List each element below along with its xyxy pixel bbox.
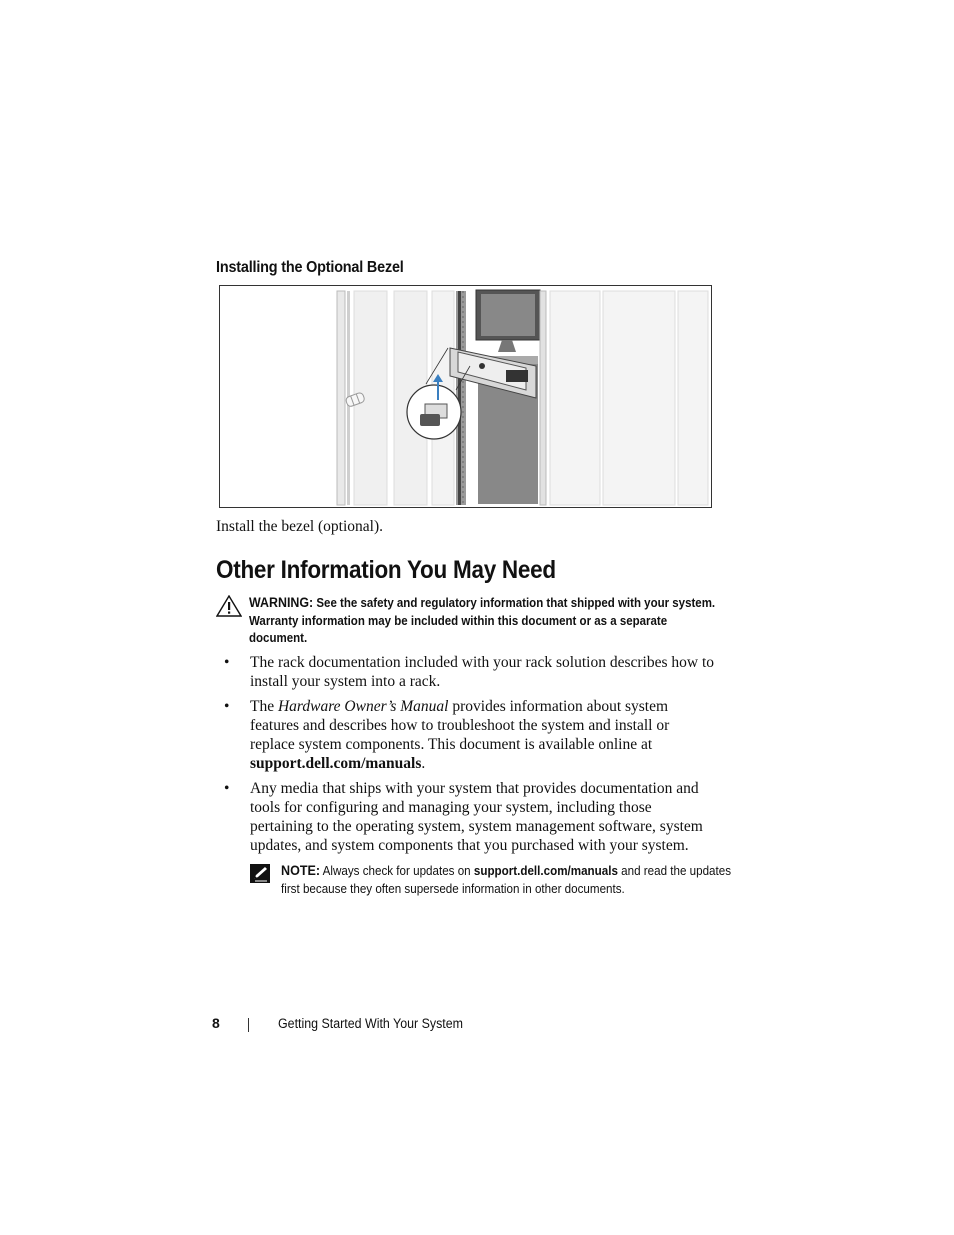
warning-label: WARNING: bbox=[249, 595, 314, 610]
manual-title: Hardware Owner’s Manual bbox=[277, 698, 449, 715]
warning-callout bbox=[216, 594, 716, 648]
figure-caption: Install the bezel (optional). bbox=[216, 518, 383, 535]
list-item bbox=[216, 697, 716, 773]
bullet-glyph: • bbox=[224, 698, 230, 715]
support-link[interactable]: support.dell.com/manuals bbox=[250, 755, 422, 772]
note-pencil-icon bbox=[250, 864, 272, 889]
list-item-prefix: The bbox=[250, 698, 278, 715]
list-item-text: The rack documentation included with your rack solution describes how to install your system into a rack. bbox=[250, 654, 715, 690]
note-callout bbox=[250, 862, 732, 898]
note-label: NOTE: bbox=[281, 863, 321, 878]
section-heading: Other Information You May Need bbox=[216, 556, 556, 584]
list-item-text: provides information about system features and describes how to troubleshoot the system and install or replace system components. This document is available online at bbox=[250, 698, 670, 753]
bullet-glyph: • bbox=[224, 780, 230, 797]
figure-subheading: Installing the Optional Bezel bbox=[216, 259, 404, 276]
info-list bbox=[216, 653, 716, 861]
warning-text: See the safety and regulatory information that shipped with your system. Warranty information may be included within this document or as a separate document. bbox=[249, 596, 716, 645]
footer-divider bbox=[248, 1018, 249, 1032]
note-support-link[interactable]: support.dell.com/manuals bbox=[473, 864, 618, 878]
warning-triangle-icon bbox=[216, 595, 242, 622]
note-text: Always check for updates on bbox=[322, 864, 474, 878]
note-text-end: and read the updates first because they often supersede information in other documents. bbox=[281, 864, 732, 896]
list-item-suffix: . bbox=[421, 755, 426, 772]
bezel-illustration bbox=[219, 285, 712, 508]
footer-title: Getting Started With Your System bbox=[278, 1016, 464, 1031]
list-item bbox=[216, 653, 716, 691]
list-item-text: Any media that ships with your system that provides documentation and tools for configuring and managing your system, including those pertaining to the operating system, system management software, system updates, and system components that you purchased with your system. bbox=[250, 780, 703, 854]
bullet-glyph: • bbox=[224, 654, 230, 671]
page-number: 8 bbox=[212, 1015, 220, 1031]
list-item bbox=[216, 779, 716, 855]
